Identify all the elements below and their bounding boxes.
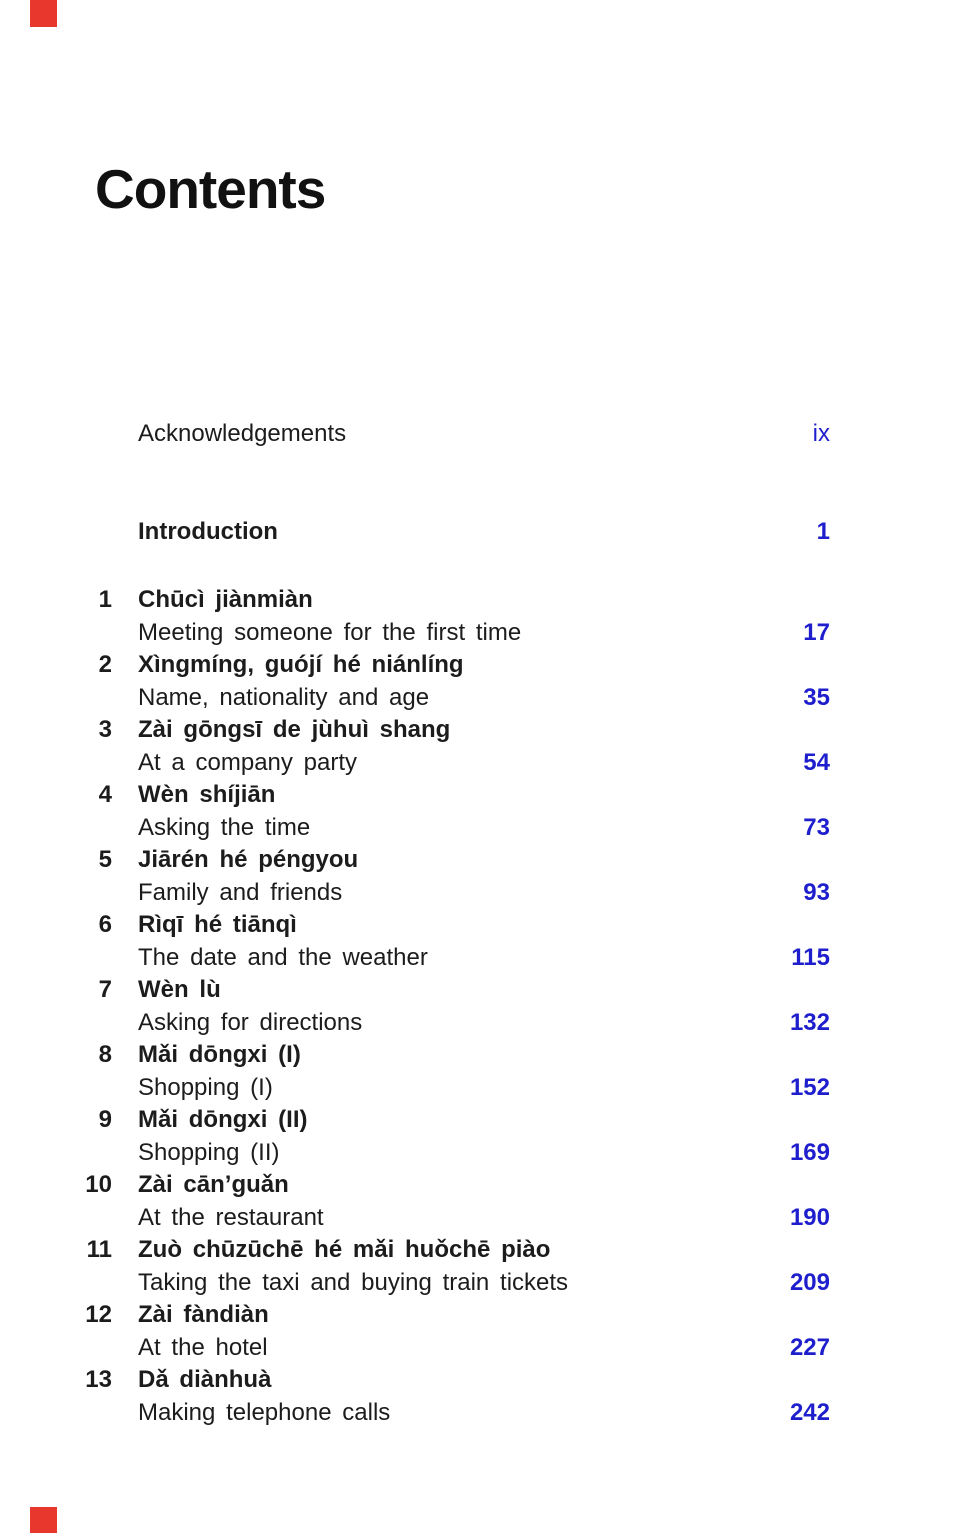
chapter-number: 3 xyxy=(98,716,112,743)
toc-chapter-entry xyxy=(64,1169,830,1234)
chapter-pinyin-title: Jiārén hé péngyou xyxy=(138,846,359,873)
page-edge-mark-top xyxy=(30,0,57,27)
toc-entry-introduction xyxy=(64,516,830,549)
chapter-list xyxy=(64,584,830,1429)
page-number-link[interactable]: 190 xyxy=(789,1203,830,1231)
chapter-subtitle-line xyxy=(64,812,830,845)
chapter-title-line xyxy=(64,1234,830,1267)
toc-chapter-entry xyxy=(64,1234,830,1299)
chapter-english-subtitle: Making telephone calls xyxy=(138,1398,391,1426)
toc-chapter-entry xyxy=(64,584,830,649)
chapter-number: 10 xyxy=(85,1171,112,1198)
chapter-pinyin-title: Mǎi dōngxi (II) xyxy=(138,1106,308,1133)
chapter-subtitle-line xyxy=(64,1007,830,1040)
page-title: Contents xyxy=(95,158,326,220)
chapter-english-subtitle: Family and friends xyxy=(138,878,343,906)
chapter-subtitle-line xyxy=(64,877,830,910)
page-number-link[interactable]: 35 xyxy=(803,683,830,711)
chapter-english-subtitle: Asking the time xyxy=(138,813,311,841)
chapter-number: 5 xyxy=(98,846,112,873)
toc-chapter-entry xyxy=(64,714,830,779)
chapter-pinyin-title: Wèn shíjiān xyxy=(138,781,276,808)
toc-chapter-entry xyxy=(64,1104,830,1169)
chapter-number: 7 xyxy=(98,976,112,1003)
toc-chapter-entry xyxy=(64,844,830,909)
chapter-subtitle-line xyxy=(64,1137,830,1170)
chapter-number: 9 xyxy=(98,1106,112,1133)
page-number-link[interactable]: 93 xyxy=(803,878,830,906)
chapter-subtitle-line xyxy=(64,1397,830,1430)
chapter-english-subtitle: At the hotel xyxy=(138,1333,268,1361)
chapter-number: 6 xyxy=(98,911,112,938)
chapter-pinyin-title: Zài fàndiàn xyxy=(138,1301,269,1328)
chapter-english-subtitle: Taking the taxi and buying train tickets xyxy=(138,1268,569,1296)
chapter-subtitle-line xyxy=(64,1202,830,1235)
chapter-english-subtitle: Meeting someone for the first time xyxy=(138,618,522,646)
page-number-link[interactable]: 209 xyxy=(789,1268,830,1296)
page-edge-mark-bottom xyxy=(30,1507,57,1533)
chapter-title-line xyxy=(64,1104,830,1137)
page-number-link[interactable]: 54 xyxy=(803,748,830,776)
page-number-link[interactable]: 152 xyxy=(789,1073,830,1101)
chapter-subtitle-line xyxy=(64,1267,830,1300)
page-number-link[interactable]: 132 xyxy=(789,1008,830,1036)
chapter-title-line xyxy=(64,974,830,1007)
page-number-link[interactable]: ix xyxy=(812,420,830,447)
chapter-english-subtitle: At a company party xyxy=(138,748,358,776)
chapter-pinyin-title: Chūcì jiànmiàn xyxy=(138,586,313,613)
toc-chapter-entry xyxy=(64,779,830,844)
chapter-pinyin-title: Rìqī hé tiānqì xyxy=(138,911,297,938)
chapter-number: 11 xyxy=(86,1236,112,1263)
chapter-english-subtitle: Shopping (I) xyxy=(138,1073,273,1101)
chapter-pinyin-title: Wèn lù xyxy=(138,976,221,1003)
chapter-title-line xyxy=(64,1039,830,1072)
chapter-subtitle-line xyxy=(64,682,830,715)
page-number-link[interactable]: 115 xyxy=(791,943,830,971)
chapter-pinyin-title: Zài cān’guǎn xyxy=(138,1171,289,1198)
page-number-link[interactable]: 169 xyxy=(789,1138,830,1166)
toc-chapter-entry xyxy=(64,1299,830,1364)
page-number-link[interactable]: 242 xyxy=(789,1398,830,1426)
chapter-english-subtitle: Asking for directions xyxy=(138,1008,363,1036)
chapter-pinyin-title: Dǎ diànhuà xyxy=(138,1366,272,1393)
chapter-number: 4 xyxy=(98,781,112,808)
chapter-subtitle-line xyxy=(64,1072,830,1105)
chapter-title-line xyxy=(64,584,830,617)
toc-chapter-entry xyxy=(64,909,830,974)
chapter-pinyin-title: Xìngmíng, guójí hé niánlíng xyxy=(138,651,464,678)
page-number-link[interactable]: 17 xyxy=(803,618,830,646)
chapter-title-line xyxy=(64,1169,830,1202)
chapter-english-subtitle: Shopping (II) xyxy=(138,1138,280,1166)
page-number-link[interactable]: 227 xyxy=(789,1333,830,1361)
page-number-link[interactable]: 73 xyxy=(803,813,830,841)
toc-chapter-entry xyxy=(64,1039,830,1104)
chapter-pinyin-title: Zuò chūzūchē hé mǎi huǒchē piào xyxy=(138,1236,551,1263)
chapter-number: 1 xyxy=(98,586,112,613)
toc-label: Acknowledgements xyxy=(138,420,347,447)
chapter-number: 8 xyxy=(98,1041,112,1068)
chapter-pinyin-title: Zài gōngsī de jùhuì shang xyxy=(138,716,451,743)
chapter-title-line xyxy=(64,649,830,682)
chapter-title-line xyxy=(64,1364,830,1397)
chapter-number: 2 xyxy=(98,651,112,678)
chapter-title-line xyxy=(64,844,830,877)
chapter-title-line xyxy=(64,779,830,812)
toc-chapter-entry xyxy=(64,649,830,714)
chapter-subtitle-line xyxy=(64,1332,830,1365)
toc-label: Introduction xyxy=(138,518,278,545)
chapter-english-subtitle: At the restaurant xyxy=(138,1203,324,1231)
chapter-subtitle-line xyxy=(64,617,830,650)
chapter-pinyin-title: Mǎi dōngxi (I) xyxy=(138,1041,301,1068)
toc-chapter-entry xyxy=(64,974,830,1039)
chapter-subtitle-line xyxy=(64,942,830,975)
chapter-title-line xyxy=(64,1299,830,1332)
page-number-link[interactable]: 1 xyxy=(816,518,830,545)
chapter-english-subtitle: The date and the weather xyxy=(138,943,428,971)
toc-entry-acknowledgements xyxy=(64,418,830,451)
chapter-title-line xyxy=(64,909,830,942)
chapter-english-subtitle: Name, nationality and age xyxy=(138,683,430,711)
chapter-number: 12 xyxy=(85,1301,112,1328)
chapter-subtitle-line xyxy=(64,747,830,780)
chapter-number: 13 xyxy=(85,1366,112,1393)
toc-chapter-entry xyxy=(64,1364,830,1429)
chapter-title-line xyxy=(64,714,830,747)
